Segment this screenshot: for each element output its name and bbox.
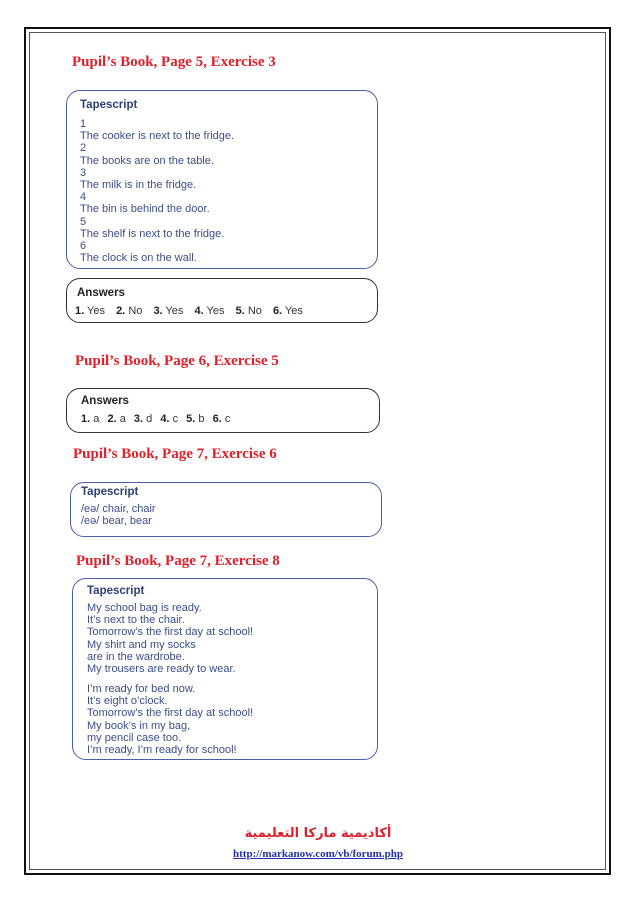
answer-value: b (198, 413, 205, 425)
tapescript-stanza-1 (87, 602, 253, 675)
answer-value: c (224, 413, 231, 425)
answer-value: Yes (87, 305, 105, 317)
tapescript-line: The books are on the table. (80, 154, 214, 167)
tapescript-box-3 (70, 482, 382, 537)
tapescript-line: my pencil case too. (87, 731, 182, 744)
answer-number: 6. (212, 413, 222, 425)
footer-arabic-text: أكاديمية ماركا التعليمية (244, 826, 392, 841)
answers-box-2 (66, 388, 380, 433)
answer-value: Yes (284, 305, 303, 317)
tapescript-line: My book’s in my bag, (87, 719, 191, 732)
tapescript-line: The bin is behind the door. (80, 203, 210, 216)
answer-number: 2. (107, 413, 117, 425)
answer-item (195, 305, 225, 317)
tapescript-line: The clock is on the wall. (80, 252, 197, 265)
tapescript-line: /eə/ chair, chair (81, 503, 156, 515)
answer-item (116, 305, 142, 317)
answer-value: c (172, 413, 179, 425)
tapescript-lines (80, 118, 234, 264)
answers-row (81, 413, 235, 425)
answer-item (213, 413, 231, 425)
answer-value: No (128, 305, 143, 317)
answer-item (186, 413, 204, 425)
answer-value: a (119, 413, 126, 425)
tapescript-line: My school bag is ready. (87, 602, 202, 614)
answer-number: 5. (235, 305, 245, 317)
answer-value: No (247, 305, 262, 317)
tapescript-line: The milk is in the fridge. (80, 179, 197, 192)
tapescript-line: 4 (80, 191, 87, 204)
tapescript-line: I’m ready, I’m ready for school! (87, 744, 237, 757)
section-heading-3: Pupil’s Book, Page 7, Exercise 6 (73, 446, 277, 462)
tapescript-box-1 (66, 90, 378, 269)
tapescript-line: 3 (80, 166, 87, 179)
answer-item (236, 305, 262, 317)
tapescript-line: 1 (80, 118, 87, 130)
section-heading-4: Pupil’s Book, Page 7, Exercise 8 (76, 553, 280, 569)
tapescript-line: It’s next to the chair. (87, 614, 185, 627)
tapescript-line: Tomorrow’s the first day at school! (87, 707, 254, 720)
tapescript-lines (81, 503, 156, 527)
answer-number: 6. (272, 305, 283, 317)
section-heading-2: Pupil’s Book, Page 6, Exercise 5 (75, 353, 279, 369)
tapescript-line: My trousers are ready to wear. (87, 663, 236, 676)
answer-number: 4. (160, 413, 170, 425)
tapescript-line: The cooker is next to the fridge. (80, 130, 235, 143)
tapescript-line: /eə/ bear, bear (81, 515, 152, 528)
tapescript-line: Tomorrow’s the first day at school! (87, 626, 254, 639)
answers-title: Answers (81, 395, 129, 407)
answer-number: 4. (194, 305, 204, 317)
answer-value: d (146, 413, 153, 425)
tapescript-line: are in the wardrobe. (87, 650, 185, 663)
answer-item (160, 413, 178, 425)
section-heading-1: Pupil’s Book, Page 5, Exercise 3 (72, 54, 276, 70)
answer-item (273, 305, 303, 317)
answer-number: 2. (116, 305, 126, 317)
tapescript-box-4 (72, 578, 378, 760)
answer-number: 1. (75, 305, 85, 317)
answer-value: Yes (165, 305, 184, 317)
answer-value: a (93, 413, 100, 425)
answer-number: 3. (133, 413, 144, 425)
tapescript-line: It’s eight o’clock. (87, 695, 168, 708)
answer-item (153, 305, 183, 317)
answer-value: Yes (206, 305, 225, 317)
answers-box-1 (66, 278, 378, 323)
answer-number: 3. (153, 305, 163, 317)
tapescript-title: Tapescript (87, 585, 145, 597)
tapescript-line: My shirt and my socks (87, 638, 196, 651)
tapescript-line: 5 (80, 215, 87, 228)
footer-link[interactable]: http://markanow.com/vb/forum.php (233, 848, 403, 860)
answer-number: 5. (186, 413, 196, 425)
answer-item (81, 413, 99, 425)
tapescript-line: The shelf is next to the fridge. (80, 227, 225, 240)
tapescript-line: 6 (80, 240, 87, 253)
tapescript-title: Tapescript (80, 99, 138, 111)
answer-number: 1. (81, 413, 91, 425)
tapescript-line: 2 (80, 142, 87, 155)
tapescript-stanza-2 (87, 683, 253, 756)
answer-item (107, 413, 125, 425)
tapescript-title: Tapescript (81, 486, 139, 498)
answer-item (75, 305, 105, 317)
answers-row (75, 305, 311, 317)
answers-title: Answers (77, 287, 125, 299)
answer-item (134, 413, 152, 425)
tapescript-line: I’m ready for bed now. (87, 683, 196, 695)
